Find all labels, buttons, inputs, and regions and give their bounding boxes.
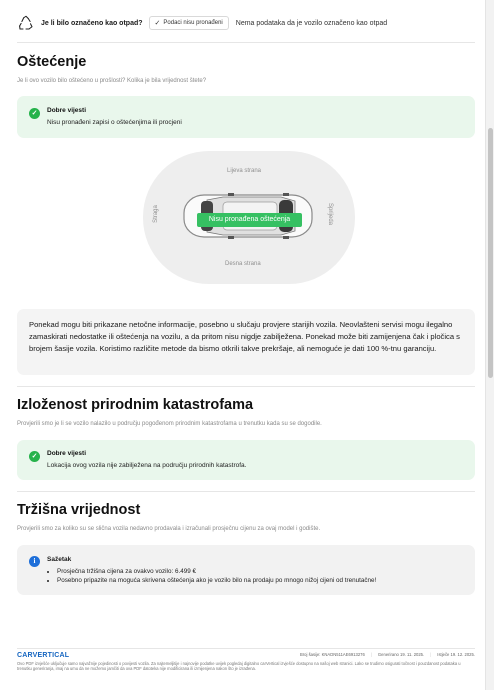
summary-title: Sažetak (47, 556, 72, 563)
expiry-date: Istječe 19. 12. 2025. (437, 652, 475, 657)
market-title: Tržišna vrijednost (17, 502, 141, 518)
carvertical-logo: CARVERTICAL (17, 652, 70, 659)
summary-item: • Prosječna tržišna cijena za ovakvo vozilo: 6.499 € (57, 567, 376, 576)
separator: | (370, 652, 372, 657)
label-right-side: Desna strana (225, 261, 261, 267)
scrapped-status-row (17, 12, 475, 34)
damage-subtitle: Je li ovo vozilo bilo oštećeno u prošlosti? Kolika je bila vrijednost štete? (17, 78, 207, 84)
label-left-side: Lijeva strana (227, 168, 262, 174)
vin-number: Broj šasije: KNADN511AE6913276 (299, 652, 365, 657)
disaster-subtitle: Provjerili smo je li se vozilo nalazilo u području pogođenom prirodnim katastrofama u trenutku kada su se dogodile. (17, 421, 322, 427)
info-icon: i (29, 556, 40, 567)
check-icon: ✓ (154, 20, 161, 27)
damage-car-diagram (17, 145, 475, 297)
scrapped-note: Nema podataka da je vozilo označeno kao otpad (235, 19, 388, 27)
label-rear: Straga (152, 205, 159, 223)
no-data-chip-label: Podaci nisu pronađeni (163, 20, 223, 26)
market-subtitle: Provjerili smo za koliko su se slična vozila nedavno prodavala i izračunali prosječnu cijenu za ovaj model i godište. (17, 526, 321, 532)
good-news-text: Lokacija ovog vozila nije zabilježena na području prirodnih katastrofa. (47, 462, 247, 469)
generated-date: Generirano 19. 11. 2025. (377, 652, 425, 657)
divider (17, 491, 475, 492)
disclaimer-info-box: Ponekad mogu biti prikazane netočne informacije, posebno u slučaju provjere starijih vozila. Neovlašteni servisi mogu ilegalno zamaskirati nedostatke ili oštećenja na vozilu, a da pritom nisu nigdje zabilježena. Ponekad može biti zamijenjena čak i pločica s brojem šasije vozila. Koristimo različite metode da bismo otkrili takve prekršaje, ali nemoguće je dati 100 %-tnu garanciju. (17, 309, 475, 375)
good-news-title: Dobre vijesti (47, 107, 87, 114)
divider (17, 42, 475, 43)
label-front: Sprijeda (327, 202, 334, 226)
damage-title: Oštećenje (17, 54, 87, 70)
no-data-chip (149, 16, 229, 30)
footer-disclaimer: Ovo PDF izvješće uključuje samo najvažnije pojedinosti o povijesti vozila. Za najtemeljitije i najnovije podatke uvijek pogledaj digitalno carVertical izvješće dostupno na našoj web stranici. Lako se trudimo osigurati točnost i pouzdanost podataka u trenutku generiranja, imaj na umu da ne možemo jamčiti da ova PDF datoteka nije modificirana ili izmijenjena nakon što je izrađena. (17, 661, 461, 672)
scrollbar-thumb[interactable] (488, 128, 493, 378)
good-news-text: Nisu pronađeni zapisi o oštećenjima ili procjeni (47, 119, 182, 126)
recycle-icon (17, 14, 35, 32)
separator: | (430, 652, 432, 657)
check-circle-icon: ✓ (29, 451, 40, 462)
market-summary-box (17, 545, 475, 595)
good-news-title: Dobre vijesti (47, 450, 87, 457)
footer-divider (17, 648, 475, 649)
scrollbar[interactable] (485, 0, 494, 690)
footer-meta (300, 652, 475, 657)
check-circle-icon: ✓ (29, 108, 40, 119)
summary-list (57, 567, 376, 585)
divider (17, 386, 475, 387)
scrapped-question: Je li bilo označeno kao otpad? (41, 19, 143, 27)
disaster-title: Izloženost prirodnim katastrofama (17, 397, 254, 413)
summary-item: • Posebno pripazite na moguća skrivena oštećenja ako je vozilo bilo na prodaju po mnogo nižoj cijeni od trenutačne! (57, 576, 376, 585)
damage-good-news-box (17, 96, 475, 138)
disaster-good-news-box (17, 440, 475, 480)
no-damage-badge: Nisu pronađena oštećenja (197, 213, 302, 227)
